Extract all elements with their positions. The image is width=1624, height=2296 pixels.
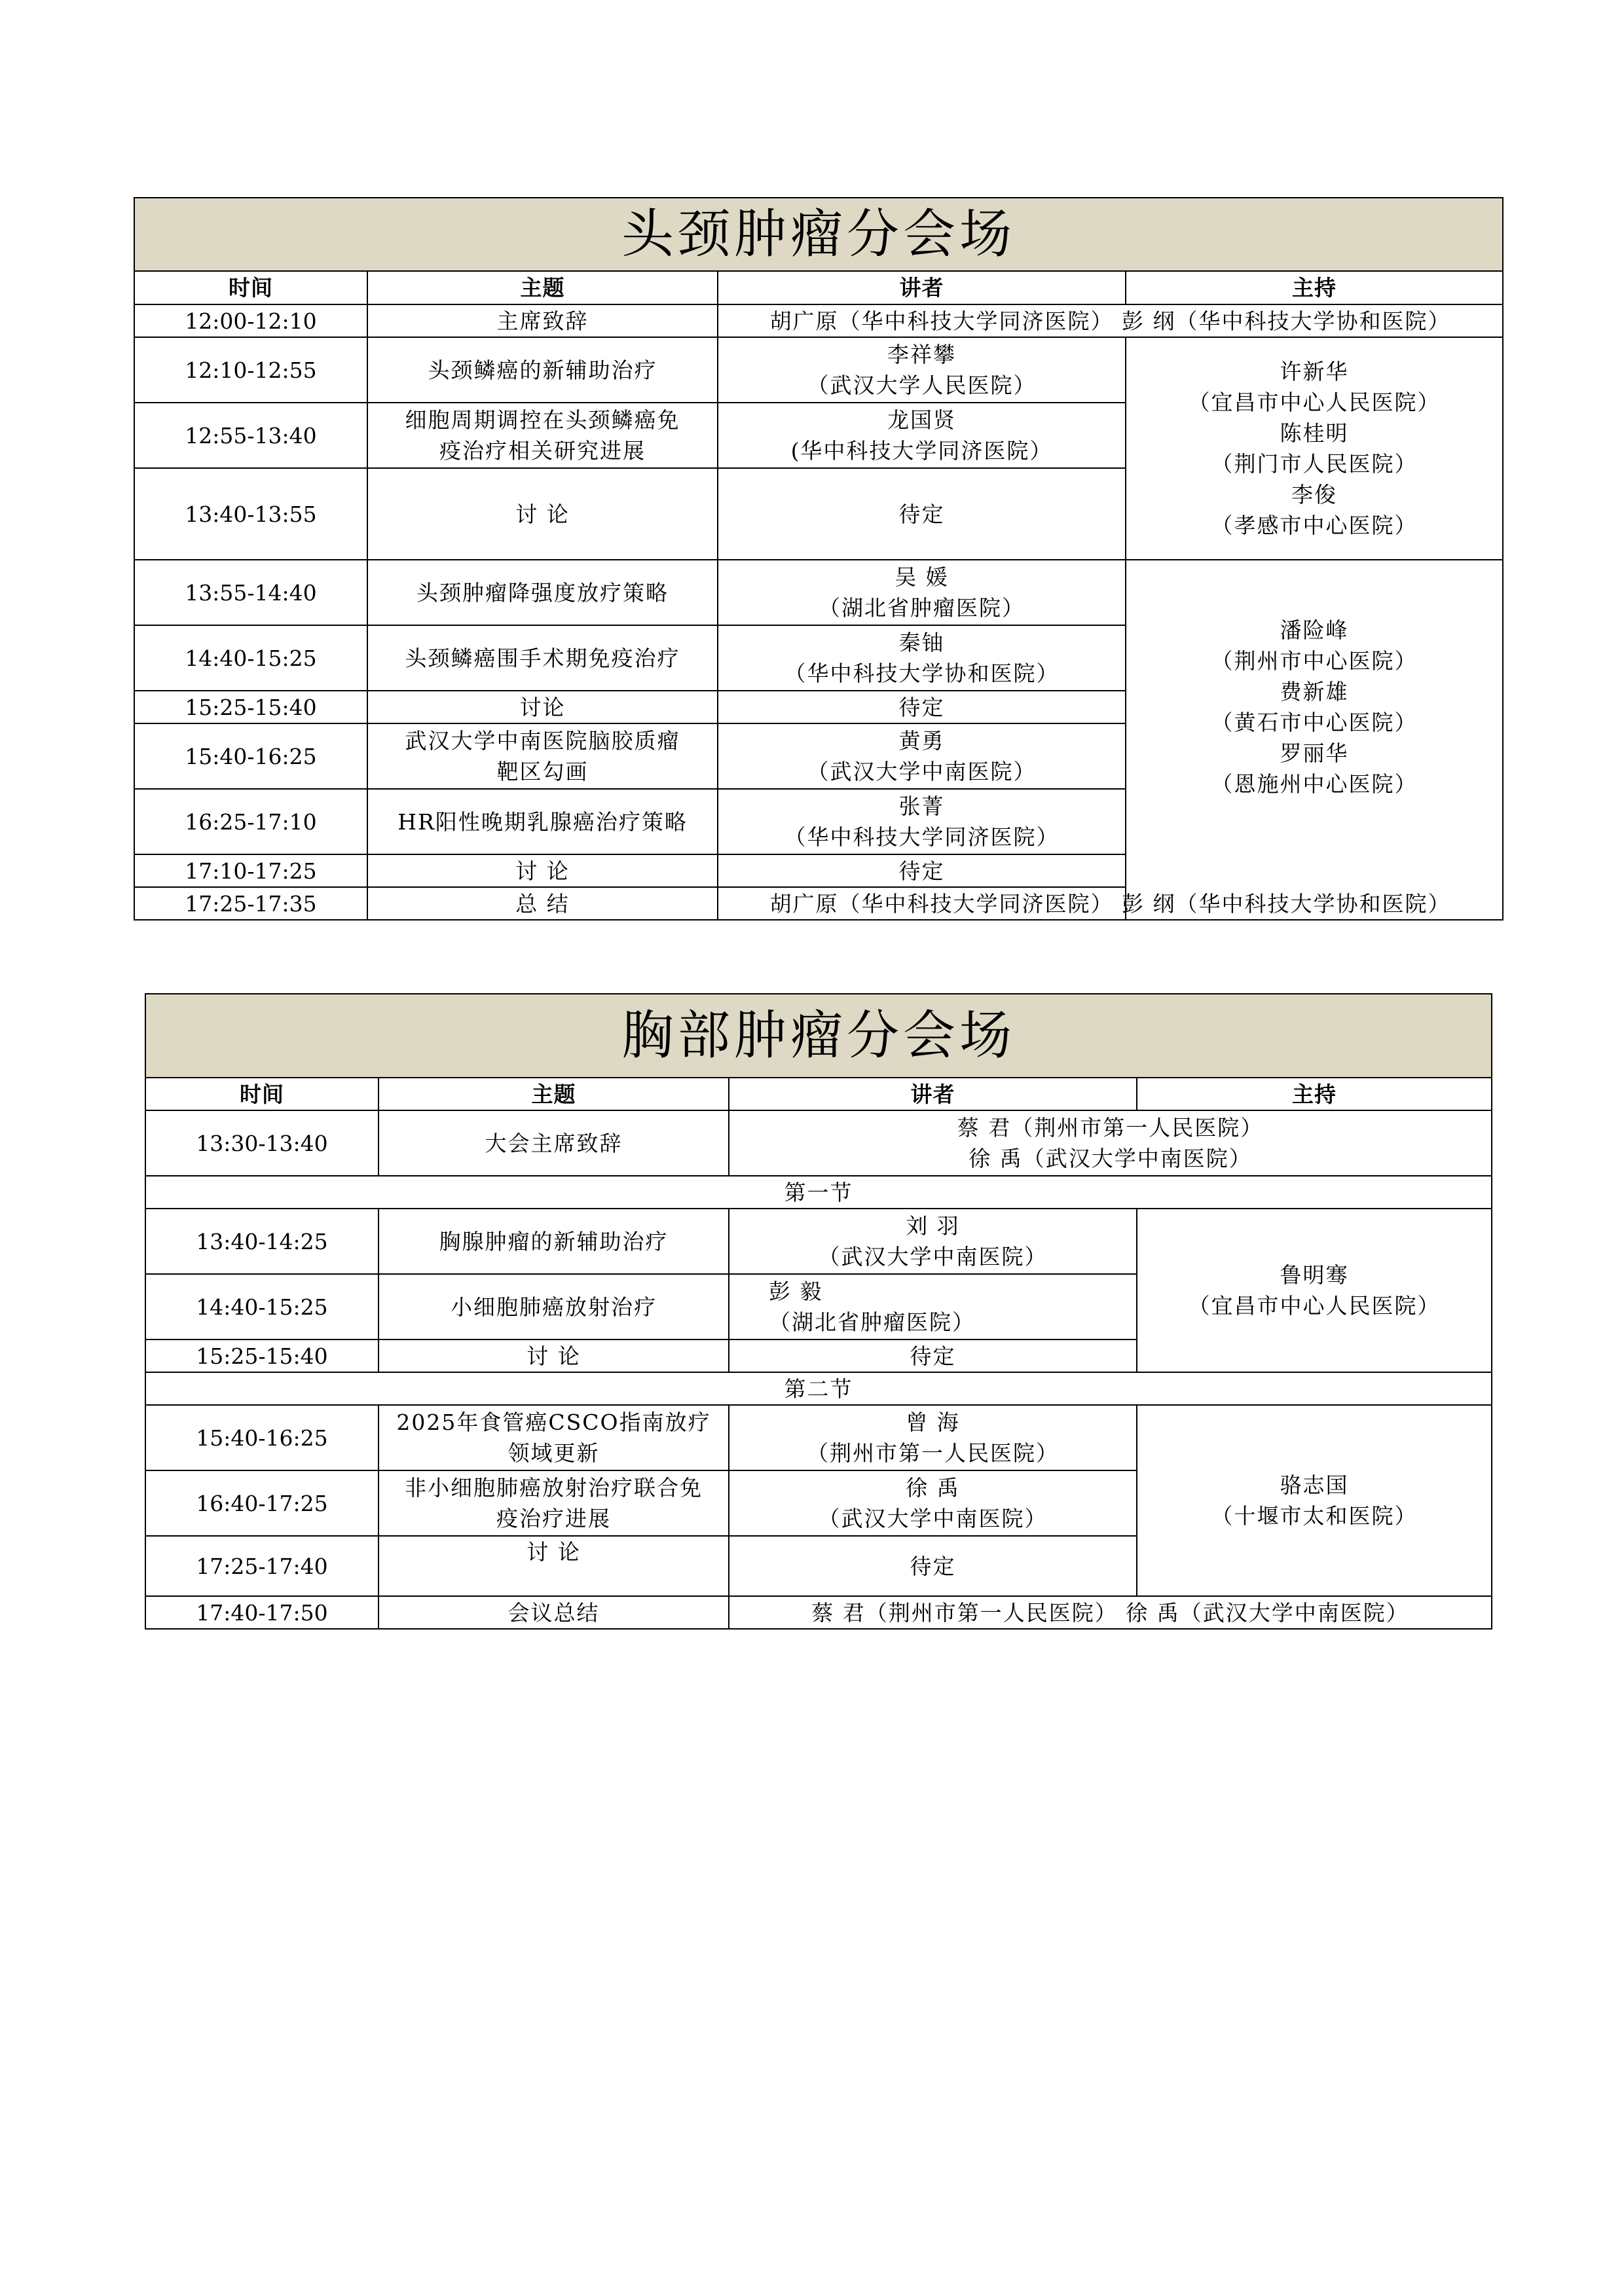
row-time: 17:40-17:50	[145, 1596, 378, 1629]
row-topic: 讨 论	[378, 1536, 729, 1596]
host-name: 鲁明骞	[1280, 1262, 1349, 1288]
section-2-label: 第二节	[145, 1372, 1492, 1405]
row-speaker: 胡广原（华中科技大学同济医院） 彭 纲（华中科技大学协和医院）	[718, 304, 1503, 337]
row-topic	[378, 1470, 729, 1536]
row-speaker: 待定	[729, 1536, 1137, 1596]
host-name: 骆志国	[1280, 1472, 1349, 1498]
row-speaker	[729, 1209, 1137, 1274]
row-speaker: 待定	[718, 691, 1126, 723]
chest-title: 胸部肿瘤分会场	[145, 994, 1492, 1078]
row-speaker	[718, 789, 1126, 854]
row-time: 13:55-14:40	[134, 560, 367, 625]
row-speaker	[729, 1274, 1137, 1339]
topic-line: 武汉大学中南医院脑胶质瘤	[405, 728, 680, 754]
speaker-name: 黄勇	[898, 728, 945, 754]
topic-line: 2025年食管癌CSCO指南放疗	[396, 1410, 711, 1435]
row-time: 12:55-13:40	[134, 403, 367, 468]
row-topic	[367, 403, 718, 468]
row-topic: 头颈鳞癌围手术期免疫治疗	[367, 625, 718, 691]
row-time: 15:40-16:25	[145, 1405, 378, 1470]
host-name: 罗丽华	[1280, 740, 1349, 766]
host-affiliation: （宜昌市中心人民医院）	[1188, 1293, 1441, 1319]
row-time: 16:40-17:25	[145, 1470, 378, 1536]
speaker-name: 龙国贤	[887, 407, 956, 433]
speaker-line: 蔡 君（荆州市第一人民医院）	[957, 1115, 1264, 1140]
row-time: 17:25-17:35	[134, 887, 367, 920]
table-row	[134, 560, 1503, 625]
topic-line: 细胞周期调控在头颈鳞癌免	[405, 407, 680, 433]
chest-schedule-table	[145, 993, 1492, 1630]
host-affiliation: （黄石市中心医院）	[1211, 710, 1418, 735]
host-affiliation: （荆州市中心医院）	[1211, 648, 1418, 674]
row-time: 15:25-15:40	[134, 691, 367, 723]
speaker-name: 吴 媛	[895, 564, 949, 590]
speaker-name: 刘 羽	[906, 1213, 960, 1239]
host-group-2	[1126, 560, 1503, 920]
row-topic: 讨论	[367, 691, 718, 723]
table-row	[134, 337, 1503, 403]
row-speaker	[718, 625, 1126, 691]
host-affiliation: （宜昌市中心人民医院）	[1188, 390, 1441, 415]
row-topic	[378, 1405, 729, 1470]
host-name: 费新雄	[1280, 679, 1349, 704]
speaker-name: 徐 禹	[906, 1475, 960, 1501]
host-name: 李俊	[1291, 482, 1337, 507]
row-time: 12:00-12:10	[134, 304, 367, 337]
table-row	[134, 887, 1503, 920]
speaker-name: 秦铀	[898, 630, 945, 655]
section-2-host	[1137, 1405, 1492, 1596]
row-speaker: 待定	[729, 1339, 1137, 1372]
table-row	[134, 304, 1503, 337]
row-time: 14:40-15:25	[134, 625, 367, 691]
row-speaker: 待定	[718, 854, 1126, 887]
header-speaker: 讲者	[718, 271, 1126, 304]
row-time: 16:25-17:10	[134, 789, 367, 854]
speaker-affiliation: （武汉大学中南医院）	[818, 1244, 1048, 1269]
header-speaker: 讲者	[729, 1078, 1137, 1110]
section-1-host	[1137, 1209, 1492, 1372]
header-time: 时间	[134, 271, 367, 304]
head-neck-schedule-table	[134, 197, 1504, 920]
topic-line: 疫治疗进展	[496, 1506, 611, 1531]
row-topic	[367, 723, 718, 789]
row-speaker	[718, 337, 1126, 403]
row-topic: 头颈鳞癌的新辅助治疗	[367, 337, 718, 403]
speaker-affiliation: （荆州市第一人民医院）	[807, 1440, 1059, 1466]
section-1-label: 第一节	[145, 1176, 1492, 1209]
row-speaker	[729, 1110, 1492, 1176]
topic-line: 非小细胞肺癌放射治疗联合免	[405, 1475, 703, 1501]
host-group-1	[1126, 337, 1503, 560]
host-name: 陈桂明	[1280, 420, 1349, 446]
row-time: 14:40-15:25	[145, 1274, 378, 1339]
speaker-affiliation: （华中科技大学协和医院）	[784, 661, 1060, 686]
host-affiliation: （荆门市人民医院）	[1211, 451, 1418, 477]
topic-line: 领域更新	[507, 1440, 600, 1466]
row-time: 12:10-12:55	[134, 337, 367, 403]
header-time: 时间	[145, 1078, 378, 1110]
row-topic: 讨 论	[378, 1339, 729, 1372]
table-row	[145, 1405, 1492, 1470]
row-speaker: 胡广原（华中科技大学同济医院） 彭 纲（华中科技大学协和医院）	[718, 887, 1503, 920]
table-row	[145, 1209, 1492, 1274]
row-topic: 总 结	[367, 887, 718, 920]
speaker-affiliation: （武汉大学人民医院）	[807, 373, 1037, 398]
row-time: 13:40-13:55	[134, 468, 367, 560]
row-time: 13:40-14:25	[145, 1209, 378, 1274]
table-row	[145, 1110, 1492, 1176]
speaker-name: 彭 毅	[769, 1279, 823, 1304]
row-topic: 头颈肿瘤降强度放疗策略	[367, 560, 718, 625]
speaker-affiliation: （华中科技大学同济医院）	[784, 824, 1060, 850]
row-topic: 大会主席致辞	[378, 1110, 729, 1176]
row-topic: 主席致辞	[367, 304, 718, 337]
speaker-name: 李祥攀	[887, 342, 956, 367]
host-affiliation: （孝感市中心医院）	[1211, 513, 1418, 538]
row-time: 17:25-17:40	[145, 1536, 378, 1596]
row-speaker: 待定	[718, 468, 1126, 560]
row-topic: HR阳性晚期乳腺癌治疗策略	[367, 789, 718, 854]
header-topic: 主题	[367, 271, 718, 304]
topic-line: 靶区勾画	[496, 759, 589, 784]
speaker-affiliation: （武汉大学中南医院）	[807, 759, 1037, 784]
row-time: 13:30-13:40	[145, 1110, 378, 1176]
row-time: 15:40-16:25	[134, 723, 367, 789]
row-topic: 讨 论	[367, 854, 718, 887]
header-host: 主持	[1126, 271, 1503, 304]
header-host: 主持	[1137, 1078, 1492, 1110]
row-speaker: 蔡 君（荆州市第一人民医院） 徐 禹（武汉大学中南医院）	[729, 1596, 1492, 1629]
speaker-name: 张菁	[898, 793, 945, 819]
topic-line: 疫治疗相关研究进展	[439, 438, 646, 464]
host-affiliation: （十堰市太和医院）	[1211, 1503, 1418, 1529]
table-row	[145, 1596, 1492, 1629]
header-topic: 主题	[378, 1078, 729, 1110]
row-speaker	[718, 723, 1126, 789]
row-speaker	[718, 560, 1126, 625]
row-topic: 小细胞肺癌放射治疗	[378, 1274, 729, 1339]
speaker-affiliation: (华中科技大学同济医院）	[790, 438, 1053, 464]
speaker-affiliation: （湖北省肿瘤医院）	[769, 1309, 975, 1335]
speaker-affiliation: （湖北省肿瘤医院）	[819, 595, 1025, 621]
host-name: 潘险峰	[1280, 617, 1349, 643]
host-name: 许新华	[1280, 359, 1349, 384]
host-affiliation: （恩施州中心医院）	[1211, 771, 1418, 797]
row-time: 15:25-15:40	[145, 1339, 378, 1372]
speaker-affiliation: （武汉大学中南医院）	[818, 1506, 1048, 1531]
row-topic: 讨 论	[367, 468, 718, 560]
row-speaker	[729, 1405, 1137, 1470]
row-speaker	[718, 403, 1126, 468]
speaker-line: 徐 禹（武汉大学中南医院）	[969, 1146, 1252, 1171]
row-topic: 胸腺肿瘤的新辅助治疗	[378, 1209, 729, 1274]
speaker-name: 曾 海	[906, 1410, 960, 1435]
head-neck-title: 头颈肿瘤分会场	[134, 198, 1503, 271]
row-time: 17:10-17:25	[134, 854, 367, 887]
row-speaker	[729, 1470, 1137, 1536]
row-topic: 会议总结	[378, 1596, 729, 1629]
